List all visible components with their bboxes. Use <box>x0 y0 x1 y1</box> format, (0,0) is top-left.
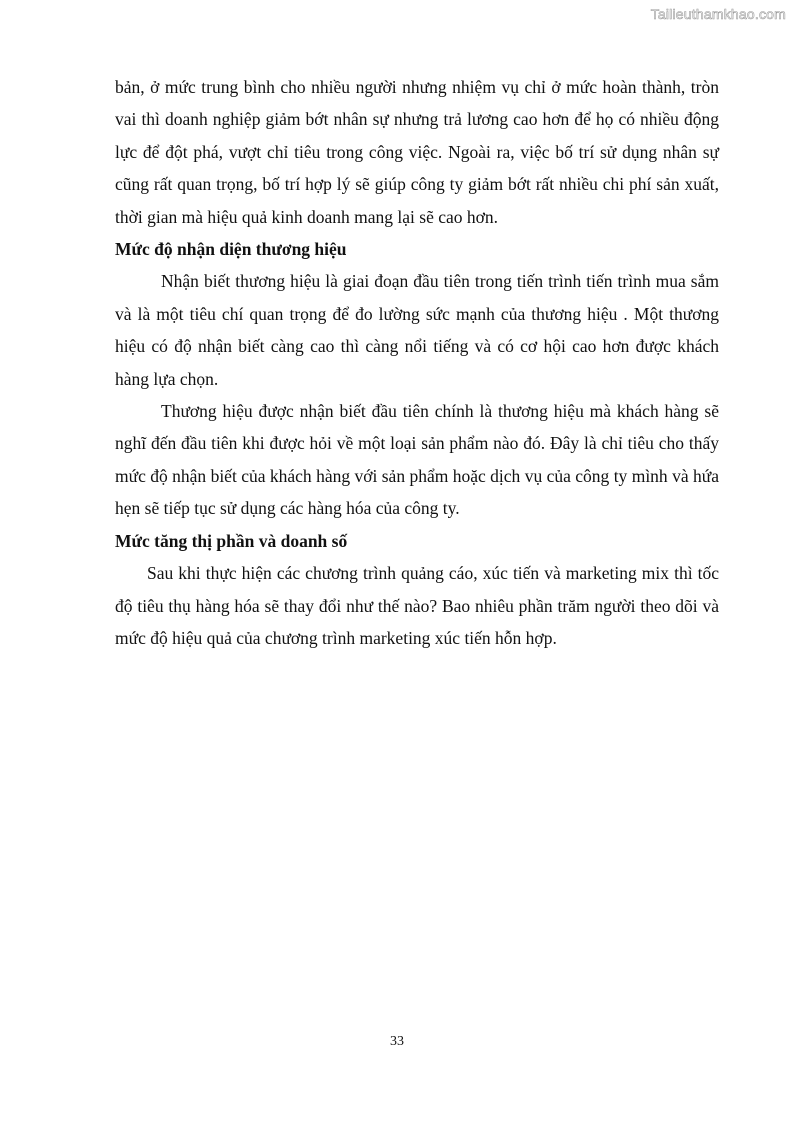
document-body <box>115 71 719 654</box>
watermark: Tailieuthamkhao.com <box>650 6 786 22</box>
heading-market-share: Mức tăng thị phần và doanh số <box>115 530 348 551</box>
paragraph-staffing: bản, ở mức trung bình cho nhiều người nhưng nhiệm vụ chỉ ở mức hoàn thành, tròn vai thì doanh nghiệp giảm bớt nhân sự nhưng trả lương cao hơn để họ có nhiều động lực để đột phá, vượt chỉ tiêu trong công việc. Ngoài ra, việc bố trí sử dụng nhân sự cũng rất quan trọng, bố trí hợp lý sẽ giúp công ty giảm bớt rất nhiều chi phí sản xuất, thời gian mà hiệu quả kinh doanh mang lại sẽ cao hơn. <box>115 77 719 227</box>
paragraph-sales-growth: Sau khi thực hiện các chương trình quảng cáo, xúc tiến và marketing mix thì tốc độ tiêu thụ hàng hóa sẽ thay đổi như thế nào? Bao nhiêu phần trăm người theo dõi và mức độ hiệu quả của chương trình marketing xúc tiến hỗn hợp. <box>115 563 719 648</box>
paragraph-top-of-mind: Thương hiệu được nhận biết đầu tiên chính là thương hiệu mà khách hàng sẽ nghĩ đến đầu tiên khi được hỏi về một loại sản phẩm nào đó. Đây là chỉ tiêu cho thấy mức độ nhận biết của khách hàng với sản phẩm hoặc dịch vụ của công ty mình và hứa hẹn sẽ tiếp tục sử dụng các hàng hóa của công ty. <box>115 401 719 519</box>
paragraph-brand-awareness: Nhận biết thương hiệu là giai đoạn đầu tiên trong tiến trình tiến trình mua sắm và là một tiêu chí quan trọng để đo lường sức mạnh của thương hiệu . Một thương hiệu có độ nhận biết càng cao thì càng nổi tiếng và có cơ hội cao hơn được khách hàng lựa chọn. <box>115 271 719 389</box>
page-number: 33 <box>390 1034 404 1049</box>
heading-brand-recognition: Mức độ nhận diện thương hiệu <box>115 239 347 260</box>
